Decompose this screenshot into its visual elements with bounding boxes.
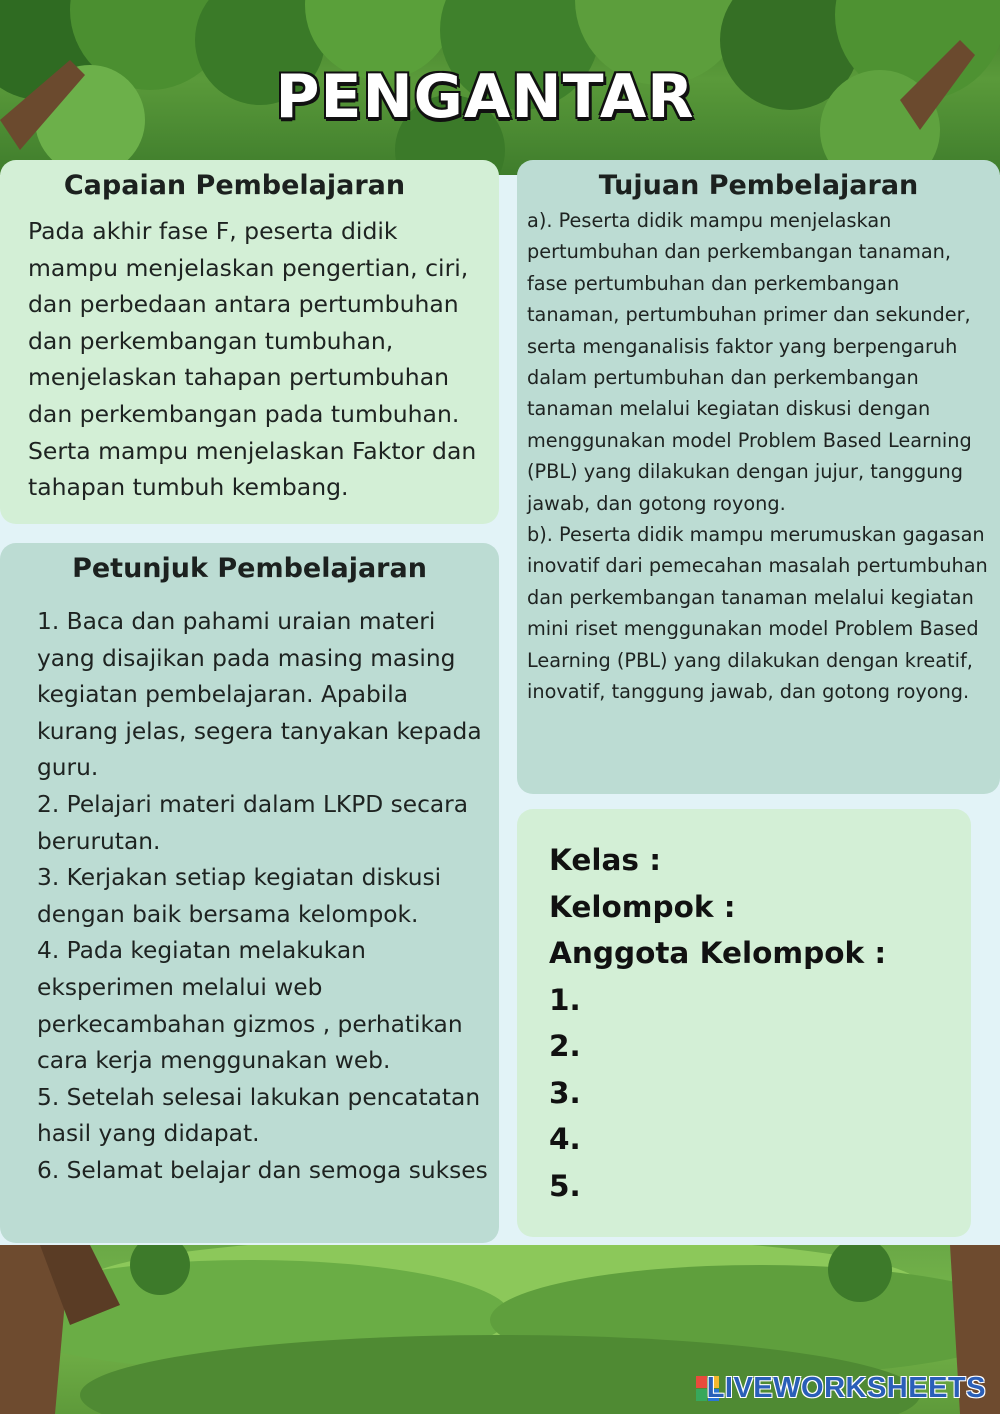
kelompok-list	[517, 809, 971, 1209]
petunjuk-pembelajaran-card	[0, 543, 499, 1243]
tujuan-item-b: b). Peserta didik mampu merumuskan gagasan inovatif dari pemecahan masalah pertumbuhan dan perkembangan tanaman melalui kegiatan mini riset menggunakan model Problem Based Learning (PBL) yang dilakukan dengan kreatif, inovatif, tanggung jawab, dan gotong royong.	[527, 523, 988, 704]
tujuan-heading: Tujuan Pembelajaran	[598, 170, 919, 201]
liveworksheets-watermark: LIVEWORKSHEETS	[706, 1372, 986, 1404]
anggota-slot: 5.	[549, 1168, 581, 1203]
capaian-pembelajaran-card	[0, 160, 499, 524]
petunjuk-item: 1. Baca dan pahami uraian materi yang disajikan pada masing masing kegiatan pembelajaran. Apabila kurang jelas, segera tanyakan kepada guru.	[37, 608, 482, 782]
tujuan-pembelajaran-card	[517, 160, 1000, 794]
kelompok-card	[517, 809, 971, 1237]
capaian-body: Pada akhir fase F, peserta didik mampu menjelaskan pengertian, ciri, dan perbedaan antara pertumbuhan dan perkembangan tumbuhan, menjelaskan tahapan pertumbuhan dan perkembangan pada tumbuhan. Serta mampu menjelaskan Faktor dan tahapan tumbuh kembang.	[28, 217, 477, 502]
kelas-label: Kelas :	[549, 843, 661, 877]
anggota-slot: 1.	[549, 982, 581, 1017]
capaian-heading: Capaian Pembelajaran	[63, 170, 406, 201]
petunjuk-item: 4. Pada kegiatan melakukan eksperimen melalui web perkecambahan gizmos , perhatikan cara kerja menggunakan web.	[37, 937, 463, 1075]
anggota-slot: 3.	[549, 1075, 581, 1110]
petunjuk-item: 5. Setelah selesai lakukan pencatatan hasil yang didapat.	[37, 1083, 481, 1148]
tujuan-item-a: a). Peserta didik mampu menjelaskan pertumbuhan dan perkembangan tanaman, fase pertumbuhan dan perkembangan tanaman, pertumbuhan primer dan sekunder, serta menganalisis faktor yang berpengaruh dalam pertumbuhan dan perkembangan tanaman melalui kegiatan diskusi dengan menggunakan model Problem Based Learning (PBL) yang dilakukan dengan jujur, tanggung jawab, dan gotong royong.	[527, 209, 972, 515]
petunjuk-heading: Petunjuk Pembelajaran	[72, 553, 427, 584]
page-title: PENGANTAR	[275, 62, 695, 132]
anggota-slot: 4.	[549, 1122, 581, 1156]
kelompok-label: Kelompok :	[549, 889, 736, 924]
petunjuk-list	[0, 584, 499, 1190]
anggota-slot: 2.	[549, 1029, 581, 1063]
anggota-kelompok-label: Anggota Kelompok :	[549, 936, 887, 970]
petunjuk-item: 6. Selamat belajar dan semoga sukses	[37, 1156, 488, 1184]
petunjuk-item: 2. Pelajari materi dalam LKPD secara berurutan.	[37, 790, 469, 855]
petunjuk-item: 3. Kerjakan setiap kegiatan diskusi dengan baik bersama kelompok.	[37, 864, 442, 928]
